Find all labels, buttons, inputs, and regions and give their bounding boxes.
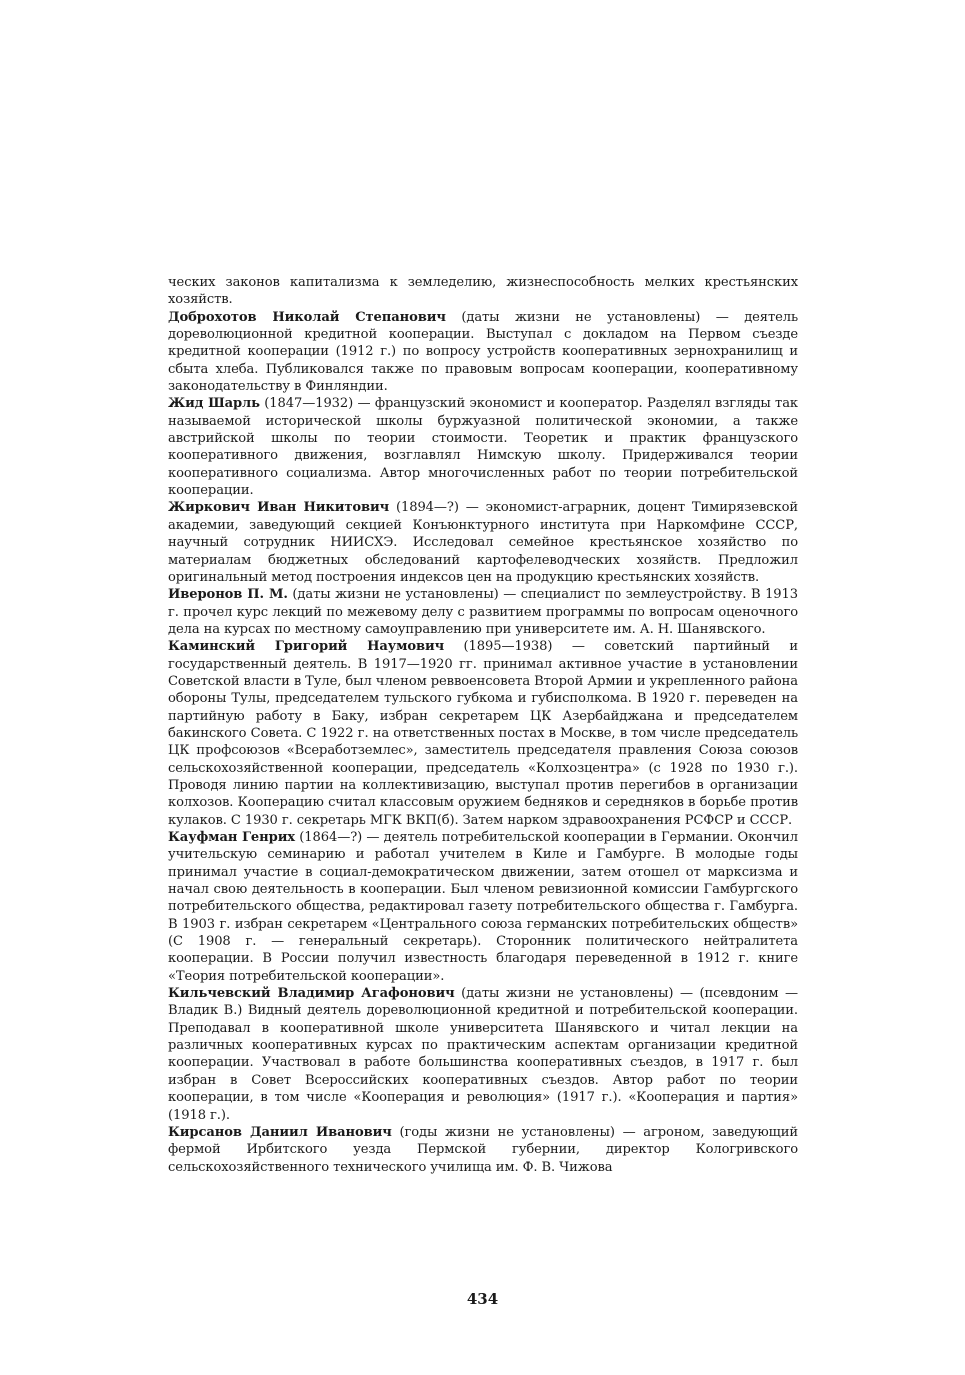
entry-name: Иверонов П. М. [168,587,288,603]
entry-body: (1894—?) — экономист-аграрник, доцент Тимирязевской академии, заведующий секцией Конъюнктурного института при Наркомфине СССР, научный сотрудник НИИСХЭ. Исследовал семейное крестьянское хозяйство по материалам бюджетных обследований картофелеводческих хозяйств. Предложил оригинальный метод построения индексов цен на продукцию крестьянских хозяйств. [168,500,798,585]
entry-name: Каминский Григорий Наумович [168,639,445,655]
entry-body: (даты жизни не установлены) — (псевдоним — Владик В.) Видный деятель дореволюционной кредитной и потребительской кооперации. Преподавал в кооперативной школе университета Шанявского и читал лекции на различных кооперативных курсах по практическим аспектам организации кредитной кооперации. Участвовал в работе большинства кооперативных съездов, в 1917 г. был избран в Совет Всероссийских кооперативных съездов. Автор работ по теории кооперации, в том числе «Кооперация и революция» (1917 г.). «Кооперация и партия» (1918 г.). [168,986,798,1123]
continuation-paragraph: ческих законов капитализма к земледелию, жизнеспособность мелких крестьянских хозяйств. [168,275,798,308]
entry-zhid [168,395,798,499]
entry-kirsanov [168,1124,798,1176]
entry-zhirkovich [168,499,798,586]
entry-kilchevsky [168,985,798,1124]
text-column [168,274,798,1176]
entry-kaufman [168,829,798,985]
entry-name: Жид Шарль [168,396,260,412]
entry-name: Жиркович Иван Никитович [168,500,390,516]
entry-name: Кильчевский Владимир Агафонович [168,986,455,1002]
entry-iveronov [168,586,798,638]
entry-name: Доброхотов Николай Степанович [168,309,446,325]
entry-name: Кауфман Генрих [168,830,296,845]
entry-dobrokhotov [168,309,798,396]
entry-body: (1864—?) — деятель потребительской кооперации в Германии. Окончил учительскую семинарию и работал учителем в Киле и Гамбурге. В молодые годы принимал участие в социал-демократическом движении, затем отошел от марксизма и начал свою деятельность в кооперации. Был членом ревизионной комиссии Гамбургского потребительского общества, редактировал газету потребительского общества г. Гамбурга. В 1903 г. избран секретарем «Центрального союза германских потребительских обществ» (С 1908 г. — генеральный секретарь). Сторонник политического нейтралитета кооперации. В России получил известность благодаря переведенной в 1912 г. книге «Теория потребительской кооперации». [168,830,798,984]
entry-body: (годы жизни не установлены) — агроном, заведующий фермой Ирбитского уезда Пермской губернии, директор Кологривского сельскохозяйственного технического училища им. Ф. В. Чижова [168,1124,798,1175]
page-number: 434 [466,1290,499,1308]
entry-body: (даты жизни не установлены) — деятель дореволюционной кредитной кооперации. Выступал с докладом на Первом съезде кредитной кооперации (1912 г.) по вопросу устройств кооперативных зернохранилищ и сбыта хлеба. Публиковался также по правовым вопросам кооперации, кооперативному законодательству в Финляндии. [168,309,799,395]
entry-body: (даты жизни не установлены) — специалист по землеустройству. В 1913 г. прочел курс лекций по межевому делу с развитием программы по вопросам оценочного дела на курсах по местному самоуправлению при университете им. А. Н. Шанявского. [168,587,799,637]
entry-kaminsky [168,638,798,829]
entry-name: Кирсанов Даниил Иванович [168,1124,392,1140]
entry-body: (1847—1932) — французский экономист и кооператор. Разделял взгляды так называемой исторической школы буржуазной политической экономии, а также австрийской школы по теории стоимости. Теоретик и практик французского кооперативного движения, возглавлял Нимскую школу. Придерживался теории кооперативного социализма. Автор многочисленных работ по теории потребительской кооперации. [168,396,798,499]
entry-body: (1895—1938) — советский партийный и государственный деятель. В 1917—1920 гг. принимал активное участие в установлении Советской власти в Туле, был членом реввоенсовета Второй Армии и укрепленного района обороны Тулы, председателем тульского губкома и губисполкома. В 1920 г. переведен на партийную работу в Баку, избран секретарем ЦК Азербайджана и председателем бакинского Совета. С 1922 г. на ответственных постах в Москве, в том числе председатель ЦК профсоюзов «Всеработземлес», заместитель председателя правления Союза союзов сельскохозяйственной кооперации, председатель «Колхозцентра» (с 1928 по 1930 г.). Проводя линию партии на коллективизацию, выступал против перегибов в организации колхозов. Кооперацию считал классовым оружием бедняков и середняков в борьбе против кулаков. С 1930 г. секретарь МГК ВКП(б). Затем нарком здравоохранения РСФСР и СССР. [168,639,799,828]
